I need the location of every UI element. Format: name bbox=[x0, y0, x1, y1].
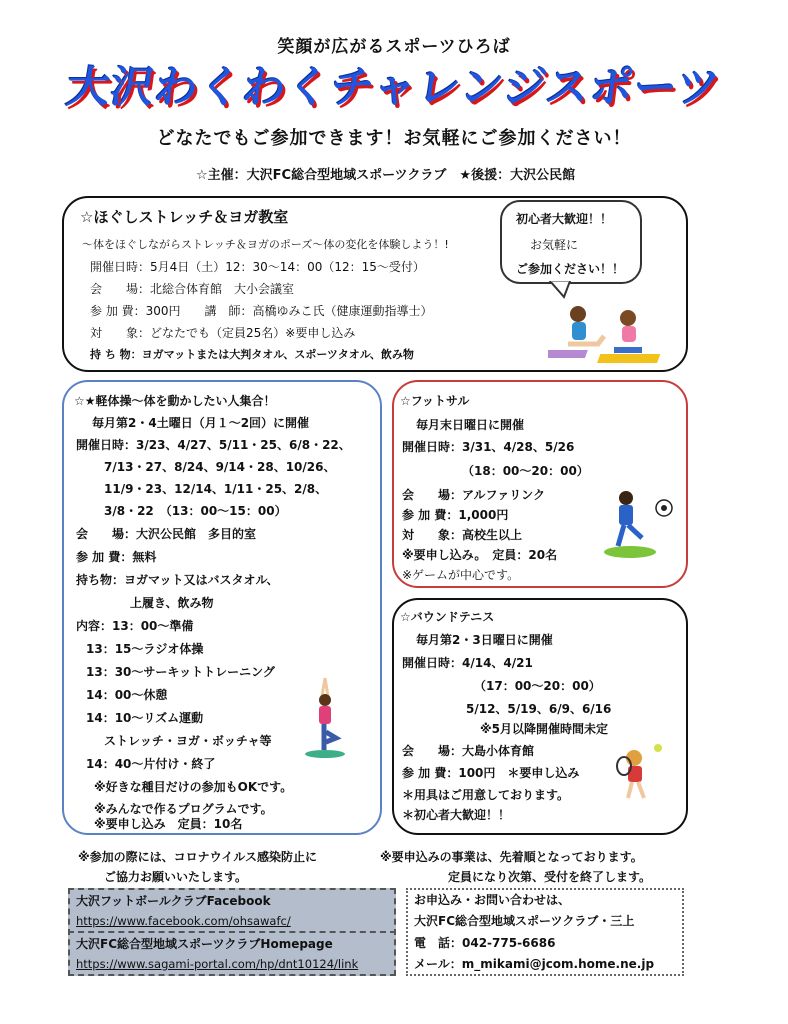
yoga-pose-illustration bbox=[300, 676, 350, 760]
tennis-line: ※5月以降開催時間未定 bbox=[480, 722, 609, 736]
futsal-line: ※要申し込み。 定員：20名 bbox=[402, 548, 558, 562]
exercise-line: 毎月第2・4土曜日（月１～2回）に開催 bbox=[92, 416, 310, 430]
exercise-line: 開催日時：3/23、4/27、5/11・25、6/8・22、 bbox=[76, 438, 351, 452]
tennis-heading: ☆バウンドテニス bbox=[400, 610, 495, 624]
bubble-line: ご参加ください！！ bbox=[516, 262, 625, 276]
yoga-people-illustration bbox=[548, 300, 668, 368]
note-left: ご協力お願いいたします。 bbox=[104, 870, 248, 884]
yoga-line: ～体をほぐしながらストレッチ＆ヨガのポーズ～体の変化を体験しよう！! bbox=[82, 238, 449, 251]
organizers: ☆主催：大沢FC総合型地域スポーツクラブ ★後援：大沢公民館 bbox=[196, 168, 576, 183]
yoga-line: 開催日時：5月4日（土）12：30～14：00（12：15～受付） bbox=[90, 260, 425, 274]
exercise-line: 13：30～サーキットトレーニング bbox=[86, 665, 275, 679]
futsal-line: 参 加 費：1,000円 bbox=[402, 508, 509, 522]
bubble-line: 初心者大歓迎！！ bbox=[516, 212, 613, 226]
links-divider bbox=[68, 931, 396, 933]
futsal-line: 毎月末日曜日に開催 bbox=[416, 418, 525, 432]
yoga-line: 参 加 費：300円 講 師：高橋ゆみこ氏（健康運動指導士） bbox=[90, 304, 433, 318]
tennis-line: （17：00～20：00） bbox=[474, 679, 601, 693]
futsal-heading: ☆フットサル bbox=[400, 394, 470, 408]
futsal-line: 会 場：アルファリンク bbox=[402, 488, 546, 502]
note-right: ※要申込みの事業は、先着順となっております。 bbox=[380, 850, 643, 864]
exercise-heading: ☆★軽体操～体を動かしたい人集合！ bbox=[74, 394, 276, 408]
exercise-line: 7/13・27、8/24、9/14・28、10/26、 bbox=[104, 460, 336, 474]
exercise-line: 内容：13：00～準備 bbox=[76, 619, 194, 633]
yoga-line: 持 ち 物：ヨガマットまたは大判タオル、スポーツタオル、飲み物 bbox=[90, 348, 414, 361]
exercise-line: 持ち物：ヨガマット又はバスタオル、 bbox=[76, 573, 279, 587]
futsal-line: 対 象：高校生以上 bbox=[402, 528, 523, 542]
tennis-line: 開催日時：4/14、4/21 bbox=[402, 656, 533, 670]
yoga-line: 会 場：北総合体育館 大小会議室 bbox=[90, 282, 295, 296]
facebook-label: 大沢フットボールクラブFacebook bbox=[76, 894, 271, 908]
contact-email: メール：m_mikami@jcom.home.ne.jp bbox=[414, 957, 655, 971]
exercise-line: 11/9・23、12/14、1/11・25、2/8、 bbox=[104, 482, 328, 496]
exercise-line: 14：00～休憩 bbox=[86, 688, 168, 702]
exercise-line: 参 加 費：無料 bbox=[76, 550, 157, 564]
exercise-line: ※好きな種目だけの参加もOKです。 bbox=[94, 780, 293, 794]
tennis-line: 5/12、5/19、6/9、6/16 bbox=[466, 702, 612, 716]
bubble-line: お気軽に bbox=[530, 238, 579, 252]
note-left: ※参加の際には、コロナウイルス感染防止に bbox=[78, 850, 317, 864]
tagline: どなたでもご参加できます！お気軽にご参加ください！ bbox=[156, 128, 632, 149]
soccer-player-illustration bbox=[600, 488, 680, 560]
facebook-link[interactable]: https://www.facebook.com/ohsawafc/ bbox=[76, 914, 291, 928]
tennis-line: 毎月第2・3日曜日に開催 bbox=[416, 633, 553, 647]
futsal-line: 開催日時：3/31、4/28、5/26 bbox=[402, 440, 575, 454]
exercise-line-last: ※要申し込み 定員：10名 bbox=[94, 817, 243, 831]
exercise-line: ストレッチ・ヨガ・ボッチャ等 bbox=[104, 734, 272, 748]
yoga-line: 対 象：どなたでも（定員25名）※要申し込み bbox=[90, 326, 356, 340]
yoga-heading: ☆ほぐしストレッチ＆ヨガ教室 bbox=[80, 208, 289, 226]
exercise-line: ※みんなで作るプログラムです。 bbox=[94, 802, 273, 816]
homepage-label: 大沢FC総合型地域スポーツクラブHomepage bbox=[76, 937, 333, 951]
tennis-line: 会 場：大島小体育館 bbox=[402, 744, 535, 758]
tennis-line: ＊初心者大歓迎！！ bbox=[402, 808, 511, 822]
futsal-line: （18：00～20：00） bbox=[462, 464, 589, 478]
main-title: 大沢わくわくチャレンジスポーツ bbox=[63, 63, 724, 113]
exercise-line: 上履き、飲み物 bbox=[130, 596, 214, 610]
tennis-line: ＊用具はご用意しております。 bbox=[402, 788, 570, 802]
tennis-line: 参 加 費：100円 ＊要申し込み bbox=[402, 766, 580, 780]
contact-phone: 電 話：042-775-6686 bbox=[414, 936, 556, 950]
exercise-line: 14：40～片付け・終了 bbox=[86, 757, 216, 771]
futsal-line: ※ゲームが中心です。 bbox=[402, 568, 520, 582]
contact-title: お申込み・お問い合わせは、 bbox=[414, 893, 571, 907]
tennis-player-illustration bbox=[614, 740, 674, 802]
exercise-line: 14：10～リズム運動 bbox=[86, 711, 204, 725]
subtitle: 笑顔が広がるスポーツひろば bbox=[277, 37, 511, 57]
note-right: 定員になり次第、受付を終了します。 bbox=[448, 870, 652, 884]
exercise-line: 3/8・22 （13：00～15：00） bbox=[104, 504, 287, 518]
contact-org: 大沢FC総合型地域スポーツクラブ・三上 bbox=[414, 914, 635, 928]
homepage-link[interactable]: https://www.sagami-portal.com/hp/dnt10124/link bbox=[76, 957, 359, 971]
exercise-line: 会 場：大沢公民館 多目的室 bbox=[76, 527, 257, 541]
bubble-tail-icon bbox=[548, 281, 572, 299]
exercise-line: 13：15～ラジオ体操 bbox=[86, 642, 204, 656]
